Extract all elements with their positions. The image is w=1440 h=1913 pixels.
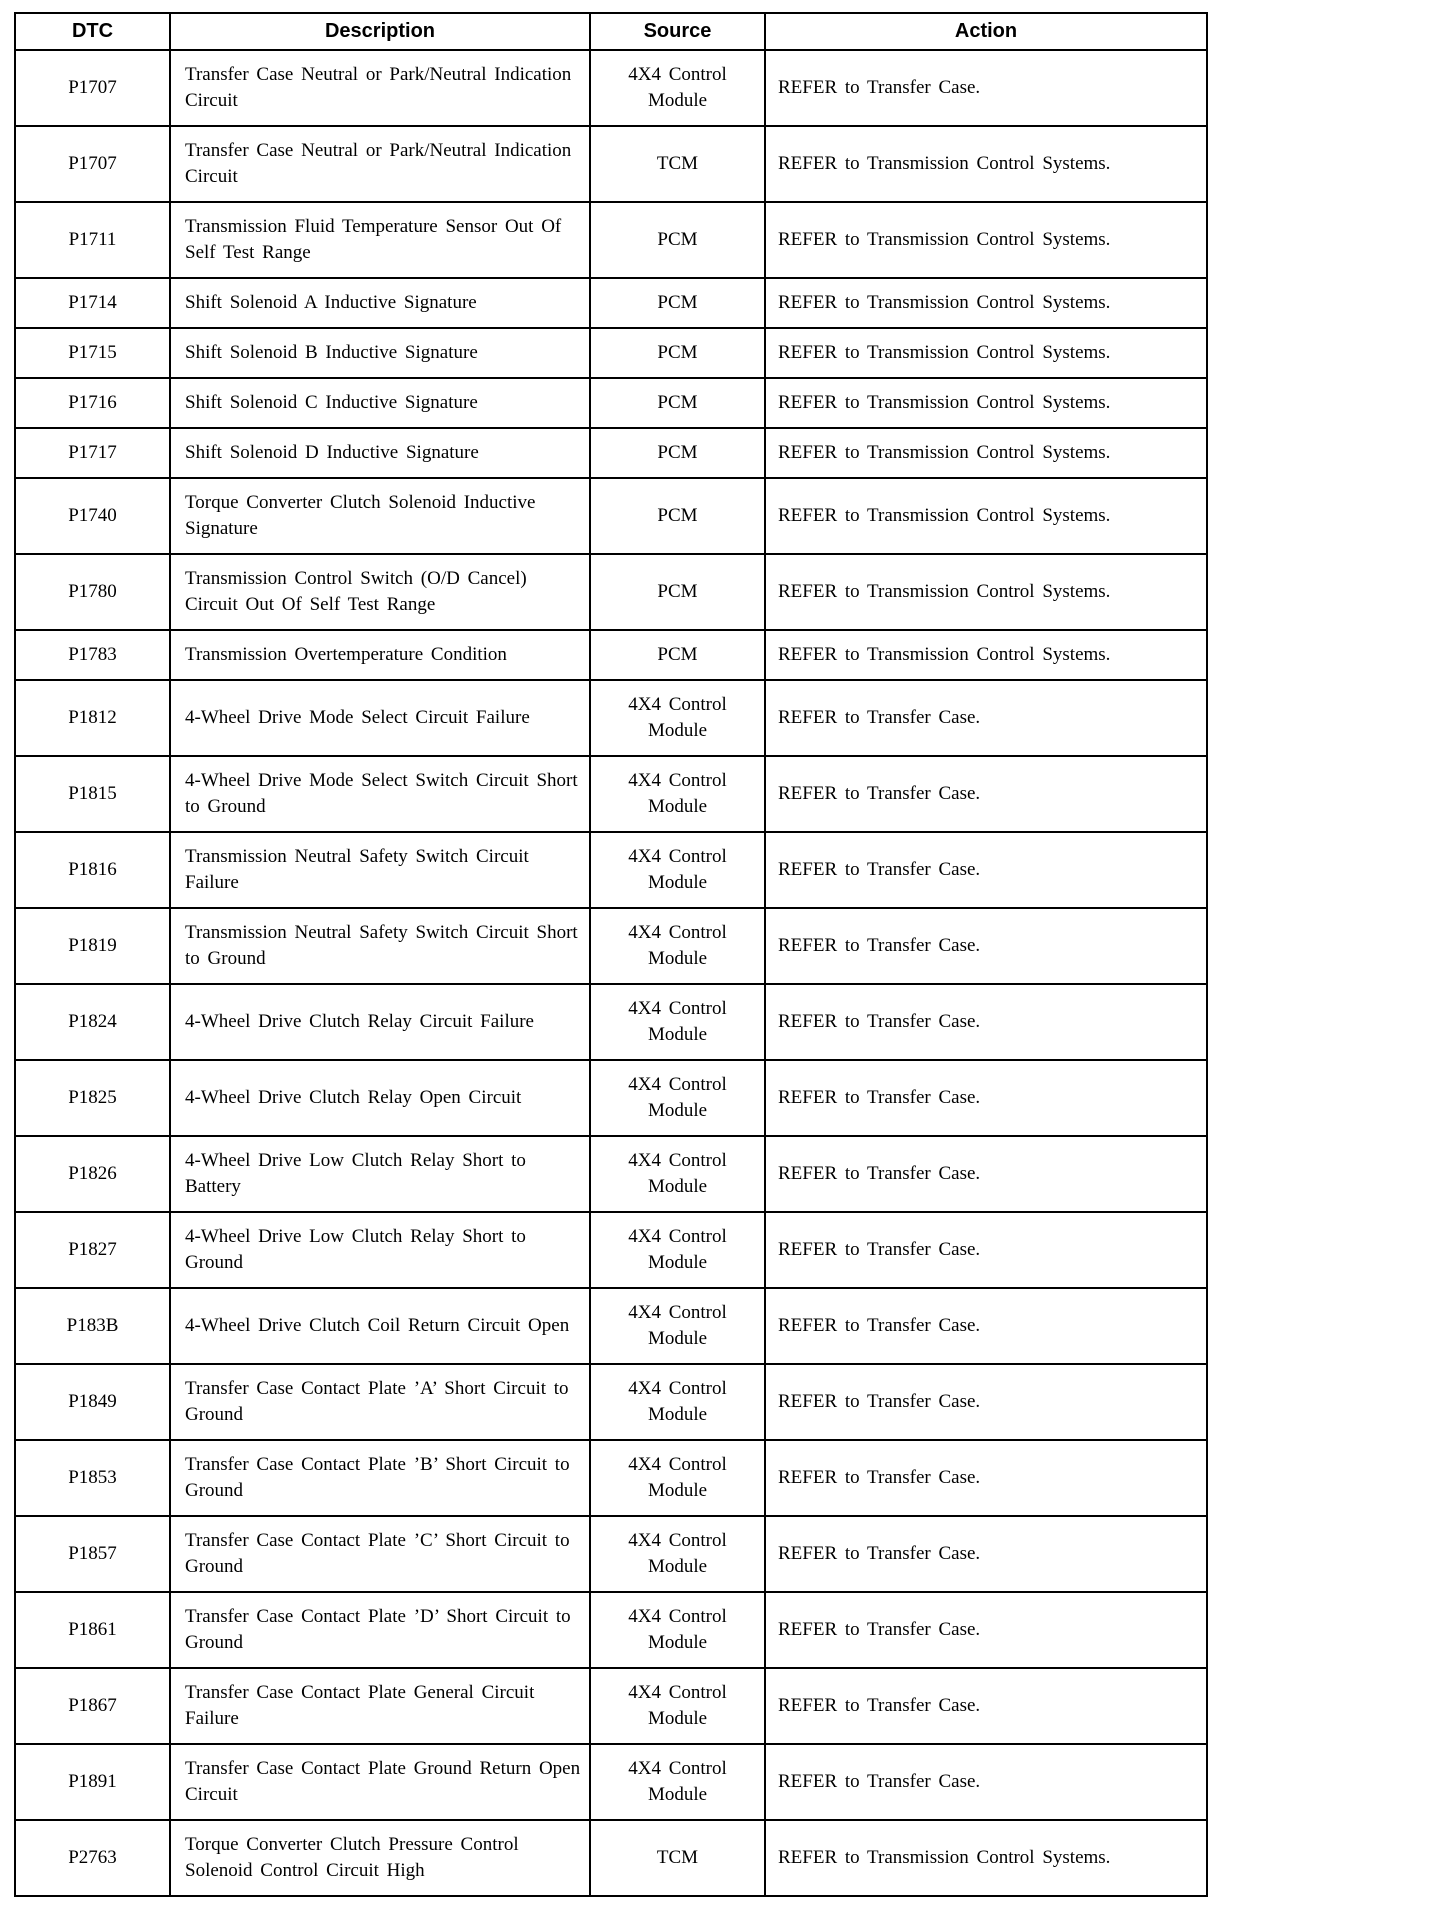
table-row: [15, 50, 1207, 126]
description-cell: 4-Wheel Drive Clutch Relay Open Circuit: [170, 1060, 590, 1136]
source-cell: PCM: [590, 554, 765, 630]
description-cell: Torque Converter Clutch Pressure Control Solenoid Control Circuit High: [170, 1820, 590, 1896]
description-cell: Shift Solenoid A Inductive Signature: [170, 278, 590, 328]
dtc-cell: P1740: [15, 478, 170, 554]
source-cell: 4X4 Control Module: [590, 1060, 765, 1136]
table-row: [15, 1668, 1207, 1744]
dtc-cell: P1711: [15, 202, 170, 278]
dtc-cell: P1825: [15, 1060, 170, 1136]
source-cell: 4X4 Control Module: [590, 680, 765, 756]
description-cell: Transfer Case Contact Plate ’D’ Short Circuit to Ground: [170, 1592, 590, 1668]
description-cell: 4-Wheel Drive Low Clutch Relay Short to Battery: [170, 1136, 590, 1212]
dtc-cell: P1783: [15, 630, 170, 680]
description-cell: 4-Wheel Drive Low Clutch Relay Short to Ground: [170, 1212, 590, 1288]
source-cell: 4X4 Control Module: [590, 756, 765, 832]
description-cell: Transmission Neutral Safety Switch Circuit Short to Ground: [170, 908, 590, 984]
table-row: [15, 202, 1207, 278]
table-row: [15, 126, 1207, 202]
action-cell: REFER to Transfer Case.: [765, 1060, 1207, 1136]
column-header-action: Action: [765, 13, 1207, 50]
action-cell: REFER to Transmission Control Systems.: [765, 328, 1207, 378]
column-header-description: Description: [170, 13, 590, 50]
description-cell: Transfer Case Neutral or Park/Neutral Indication Circuit: [170, 126, 590, 202]
action-cell: REFER to Transmission Control Systems.: [765, 428, 1207, 478]
description-cell: Transfer Case Contact Plate ’A’ Short Circuit to Ground: [170, 1364, 590, 1440]
description-cell: Shift Solenoid B Inductive Signature: [170, 328, 590, 378]
source-cell: 4X4 Control Module: [590, 1212, 765, 1288]
source-cell: 4X4 Control Module: [590, 908, 765, 984]
description-cell: Transfer Case Neutral or Park/Neutral Indication Circuit: [170, 50, 590, 126]
table-row: [15, 832, 1207, 908]
source-cell: 4X4 Control Module: [590, 1592, 765, 1668]
source-cell: 4X4 Control Module: [590, 832, 765, 908]
description-cell: Transfer Case Contact Plate ’B’ Short Circuit to Ground: [170, 1440, 590, 1516]
action-cell: REFER to Transmission Control Systems.: [765, 1820, 1207, 1896]
table-row: [15, 378, 1207, 428]
dtc-cell: P1815: [15, 756, 170, 832]
description-cell: Transfer Case Contact Plate ’C’ Short Circuit to Ground: [170, 1516, 590, 1592]
source-cell: 4X4 Control Module: [590, 984, 765, 1060]
description-cell: Transmission Fluid Temperature Sensor Out Of Self Test Range: [170, 202, 590, 278]
table-row: [15, 908, 1207, 984]
dtc-cell: P1861: [15, 1592, 170, 1668]
description-cell: Shift Solenoid C Inductive Signature: [170, 378, 590, 428]
source-cell: PCM: [590, 278, 765, 328]
action-cell: REFER to Transfer Case.: [765, 50, 1207, 126]
table-row: [15, 1364, 1207, 1440]
source-cell: PCM: [590, 630, 765, 680]
action-cell: REFER to Transmission Control Systems.: [765, 554, 1207, 630]
source-cell: PCM: [590, 428, 765, 478]
source-cell: 4X4 Control Module: [590, 1744, 765, 1820]
table-row: [15, 1060, 1207, 1136]
table-row: [15, 1440, 1207, 1516]
source-cell: PCM: [590, 202, 765, 278]
source-cell: 4X4 Control Module: [590, 1364, 765, 1440]
action-cell: REFER to Transfer Case.: [765, 1592, 1207, 1668]
action-cell: REFER to Transmission Control Systems.: [765, 630, 1207, 680]
action-cell: REFER to Transfer Case.: [765, 756, 1207, 832]
description-cell: Transfer Case Contact Plate General Circuit Failure: [170, 1668, 590, 1744]
description-cell: 4-Wheel Drive Clutch Coil Return Circuit Open: [170, 1288, 590, 1364]
table-body: [15, 50, 1207, 1896]
action-cell: REFER to Transfer Case.: [765, 984, 1207, 1060]
dtc-cell: P1853: [15, 1440, 170, 1516]
dtc-cell: P1717: [15, 428, 170, 478]
source-cell: 4X4 Control Module: [590, 1668, 765, 1744]
description-cell: Transmission Neutral Safety Switch Circuit Failure: [170, 832, 590, 908]
description-cell: 4-Wheel Drive Clutch Relay Circuit Failure: [170, 984, 590, 1060]
table-row: [15, 630, 1207, 680]
description-cell: Transmission Overtemperature Condition: [170, 630, 590, 680]
action-cell: REFER to Transfer Case.: [765, 1744, 1207, 1820]
dtc-cell: P1816: [15, 832, 170, 908]
description-cell: Transfer Case Contact Plate Ground Return Open Circuit: [170, 1744, 590, 1820]
dtc-cell: P1891: [15, 1744, 170, 1820]
action-cell: REFER to Transmission Control Systems.: [765, 202, 1207, 278]
action-cell: REFER to Transfer Case.: [765, 1364, 1207, 1440]
action-cell: REFER to Transfer Case.: [765, 1136, 1207, 1212]
source-cell: PCM: [590, 378, 765, 428]
table-row: [15, 680, 1207, 756]
action-cell: REFER to Transfer Case.: [765, 1516, 1207, 1592]
action-cell: REFER to Transfer Case.: [765, 680, 1207, 756]
action-cell: REFER to Transfer Case.: [765, 1668, 1207, 1744]
action-cell: REFER to Transfer Case.: [765, 1288, 1207, 1364]
description-cell: Shift Solenoid D Inductive Signature: [170, 428, 590, 478]
table-row: [15, 278, 1207, 328]
dtc-cell: P1716: [15, 378, 170, 428]
dtc-cell: P1707: [15, 50, 170, 126]
dtc-cell: P1867: [15, 1668, 170, 1744]
source-cell: 4X4 Control Module: [590, 1288, 765, 1364]
source-cell: TCM: [590, 1820, 765, 1896]
table-row: [15, 428, 1207, 478]
column-header-dtc: DTC: [15, 13, 170, 50]
table-row: [15, 1820, 1207, 1896]
source-cell: 4X4 Control Module: [590, 1440, 765, 1516]
source-cell: 4X4 Control Module: [590, 1516, 765, 1592]
source-cell: TCM: [590, 126, 765, 202]
dtc-cell: P1824: [15, 984, 170, 1060]
action-cell: REFER to Transmission Control Systems.: [765, 478, 1207, 554]
dtc-cell: P2763: [15, 1820, 170, 1896]
dtc-cell: P1707: [15, 126, 170, 202]
dtc-cell: P1819: [15, 908, 170, 984]
table-header-row: [15, 13, 1207, 50]
source-cell: 4X4 Control Module: [590, 50, 765, 126]
dtc-table: [14, 12, 1208, 1897]
dtc-cell: P1826: [15, 1136, 170, 1212]
action-cell: REFER to Transmission Control Systems.: [765, 378, 1207, 428]
table-row: [15, 328, 1207, 378]
table-row: [15, 1288, 1207, 1364]
table-head: [15, 13, 1207, 50]
action-cell: REFER to Transfer Case.: [765, 832, 1207, 908]
table-row: [15, 1516, 1207, 1592]
dtc-cell: P1715: [15, 328, 170, 378]
description-cell: 4-Wheel Drive Mode Select Circuit Failure: [170, 680, 590, 756]
dtc-cell: P1780: [15, 554, 170, 630]
dtc-cell: P183B: [15, 1288, 170, 1364]
column-header-source: Source: [590, 13, 765, 50]
action-cell: REFER to Transmission Control Systems.: [765, 126, 1207, 202]
action-cell: REFER to Transmission Control Systems.: [765, 278, 1207, 328]
dtc-cell: P1812: [15, 680, 170, 756]
description-cell: 4-Wheel Drive Mode Select Switch Circuit Short to Ground: [170, 756, 590, 832]
table-row: [15, 756, 1207, 832]
dtc-cell: P1714: [15, 278, 170, 328]
source-cell: 4X4 Control Module: [590, 1136, 765, 1212]
table-row: [15, 984, 1207, 1060]
description-cell: Transmission Control Switch (O/D Cancel) Circuit Out Of Self Test Range: [170, 554, 590, 630]
table-row: [15, 554, 1207, 630]
table-row: [15, 1744, 1207, 1820]
source-cell: PCM: [590, 478, 765, 554]
dtc-cell: P1857: [15, 1516, 170, 1592]
dtc-cell: P1827: [15, 1212, 170, 1288]
action-cell: REFER to Transfer Case.: [765, 1212, 1207, 1288]
description-cell: Torque Converter Clutch Solenoid Inductive Signature: [170, 478, 590, 554]
action-cell: REFER to Transfer Case.: [765, 908, 1207, 984]
source-cell: PCM: [590, 328, 765, 378]
table-row: [15, 1136, 1207, 1212]
table-row: [15, 1592, 1207, 1668]
dtc-cell: P1849: [15, 1364, 170, 1440]
table-row: [15, 1212, 1207, 1288]
action-cell: REFER to Transfer Case.: [765, 1440, 1207, 1516]
table-row: [15, 478, 1207, 554]
